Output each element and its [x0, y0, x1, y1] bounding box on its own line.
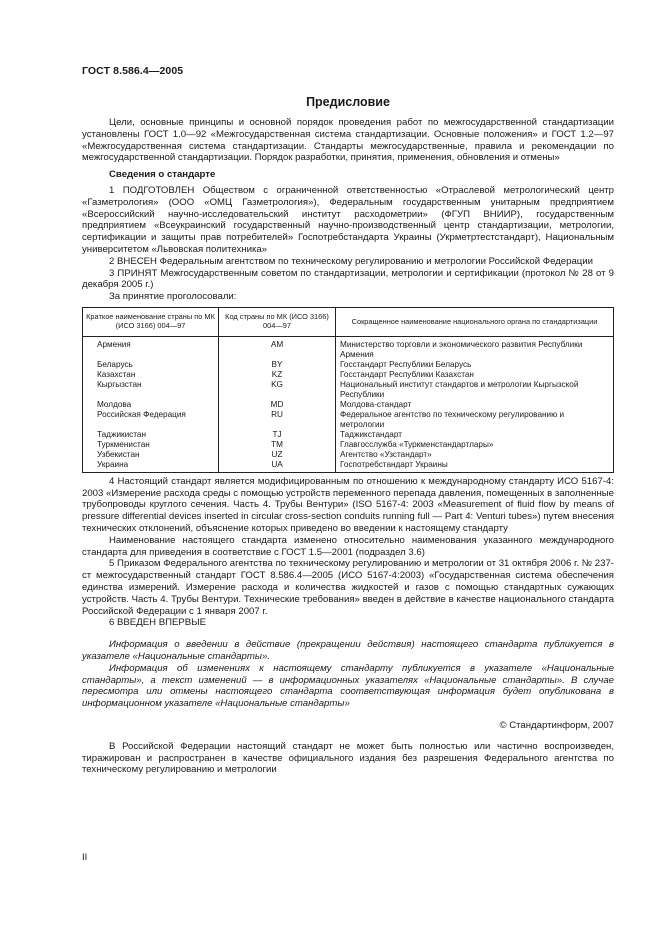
table-row [83, 450, 614, 460]
voting-countries-table [82, 307, 614, 473]
country-cell: Российская Федерация [97, 409, 186, 419]
body-cell: Агентство «Узстандарт» [336, 450, 614, 460]
code-cell: RU [219, 410, 336, 430]
table-row [83, 410, 614, 430]
subsection-title: Сведения о стандарте [109, 169, 216, 181]
copyright-line: © Стандартинформ, 2007 [499, 719, 614, 731]
page-number: II [82, 852, 88, 863]
table-row [83, 360, 614, 370]
code-cell: TM [219, 440, 336, 450]
code-cell: BY [219, 360, 336, 370]
table-row [83, 370, 614, 380]
item-1-prepared: 1 ПОДГОТОВЛЕН Обществом с ограниченной ответственностью «Отраслевой метрологический центр «Газметрология» (ООО «ОМЦ Газметрология»), Федеральным государственным унитарным предприятием «Всероссийский научно-исследовательский институт расходометрии» (ФГУП ВНИИР), государственным предприятием «Всеукраинский государственный научно-производственный центр стандартизации, метрологии, сертификации и защиты прав потребителей» Госпотребстандарта Украины (Укрметртестстандарт), Национальным университетом «Львовская политехника» [82, 184, 614, 255]
code-cell: UA [219, 460, 336, 473]
table-row [83, 400, 614, 410]
column-header-body: Сокращенное наименование национального органа по стандартизации [336, 307, 614, 336]
item-5-order: 5 Приказом Федерального агентства по техническому регулированию и метрологии от 31 октября 2006 г. № 237-ст межгосударственный стандарт ГОСТ 8.586.4—2005 (ИСО 5167-4:2003) «Государственная система обеспечения единства измерений. Измерение расхода и количества жидкостей и газов с помощью стандартных сужающих устройств. Часть 4. Трубы Вентури. Технические требования» введен в действие в качестве национального стандарта Российской Федерации с 1 января 2007 г. [82, 558, 614, 617]
country-cell: Туркменистан [97, 439, 150, 449]
country-cell: Казахстан [97, 369, 136, 379]
country-cell: Беларусь [97, 359, 133, 369]
document-body [82, 117, 614, 776]
note-changes: Информация об изменениях к настоящему стандарту публикуется в указателе «Национальные стандарты», а текст изменений — в информационных указателях «Национальные стандарты». В случае пересмотра или отмены настоящего стандарта соответствующая информация будет опубликована в информационном указателе «Национальные стандарты» [82, 662, 614, 710]
table-header-row [83, 307, 614, 336]
note-introduction: Информация о введении в действие (прекращении действия) настоящего стандарта публикуется в указателе «Национальные стандарты». [82, 639, 614, 662]
document-header: ГОСТ 8.586.4—2005 [82, 65, 184, 77]
country-cell: Таджикистан [97, 429, 146, 439]
column-header-country: Краткое наименование страны по МК (ИСО 3166) 004—97 [83, 307, 219, 336]
table-row [83, 460, 614, 473]
item-3-adopted: 3 ПРИНЯТ Межгосударственным советом по стандартизации, метрологии и сертификации (протокол № 28 от 9 декабря 2005 г.) [82, 267, 614, 291]
code-cell: TJ [219, 430, 336, 440]
item-4-name-change: Наименование настоящего стандарта изменено относительно наименования указанного международного стандарта для приведения в соответствие с ГОСТ 1.5—2001 (подраздел 3.6) [82, 534, 614, 558]
intro-paragraph: Цели, основные принципы и основной порядок проведения работ по межгосударственной стандартизации установлены ГОСТ 1.0—92 «Межгосударственная система стандартизации. Основные положения» и ГОСТ 1.2—97 «Межгосударственная система стандартизации. Стандарты межгосударственные, правила и рекомендации по межгосударственной стандартизации. Порядок разработки, принятия, применения, обновления и отмены» [82, 117, 614, 164]
body-cell: Госпотребстандарт Украины [336, 460, 614, 473]
table-row [83, 430, 614, 440]
table-row [83, 336, 614, 360]
code-cell: AM [219, 336, 336, 360]
body-cell: Федеральное агентство по техническому регулированию и метрологии [336, 410, 614, 430]
column-header-code: Код страны по МК (ИСО 3166) 004—97 [219, 307, 336, 336]
section-title: Предисловие [306, 95, 390, 109]
table-row [83, 380, 614, 400]
country-cell: Армения [97, 339, 131, 349]
item-4-modified: 4 Настоящий стандарт является модифицированным по отношению к международному стандарту ИСО 5167-4: 2003 «Измерение расхода среды с помощью устройств переменного перепада давления, помещенных в заполненные трубопроводы круглого сечения. Часть 4. Трубы Вентури» (ISO 5167-4: 2003 «Measurement of fluid flow by means of pressure differential devices inserted in circular cross-section conduits running full — Part 4: Venturi tubes») путем внесения технических отклонений, объяснение которых приведено во введении к настоящему стандарту [82, 475, 614, 534]
code-cell: KG [219, 380, 336, 400]
item-6-first-introduced: 6 ВВЕДЕН ВПЕРВЫЕ [109, 617, 207, 629]
body-cell: Министерство торговли и экономического развития Республики Армения [336, 336, 614, 360]
country-cell: Молдова [97, 399, 132, 409]
table-row [83, 440, 614, 450]
country-cell: Украина [97, 459, 129, 469]
body-cell: Госстандарт Республики Казахстан [336, 370, 614, 380]
code-cell: UZ [219, 450, 336, 460]
item-2-submitted: 2 ВНЕСЕН Федеральным агентством по техническому регулированию и метрологии Российской Федерации [109, 255, 594, 267]
body-cell: Таджикстандарт [336, 430, 614, 440]
voting-label: За принятие проголосовали: [109, 291, 237, 303]
body-cell: Главгосслужба «Туркменстандартлары» [336, 440, 614, 450]
country-cell: Кыргызстан [97, 379, 142, 389]
body-cell: Национальный институт стандартов и метрологии Кыргызской Республики [336, 380, 614, 400]
code-cell: KZ [219, 370, 336, 380]
body-cell: Молдова-стандарт [336, 400, 614, 410]
body-cell: Госстандарт Республики Беларусь [336, 360, 614, 370]
reproduction-notice: В Российской Федерации настоящий стандарт не может быть полностью или частично воспроизведен, тиражирован и распространен в качестве официального издания без разрешения Федерального агентства по техническому регулированию и метрологии [82, 740, 614, 776]
code-cell: MD [219, 400, 336, 410]
country-cell: Узбекистан [97, 449, 140, 459]
